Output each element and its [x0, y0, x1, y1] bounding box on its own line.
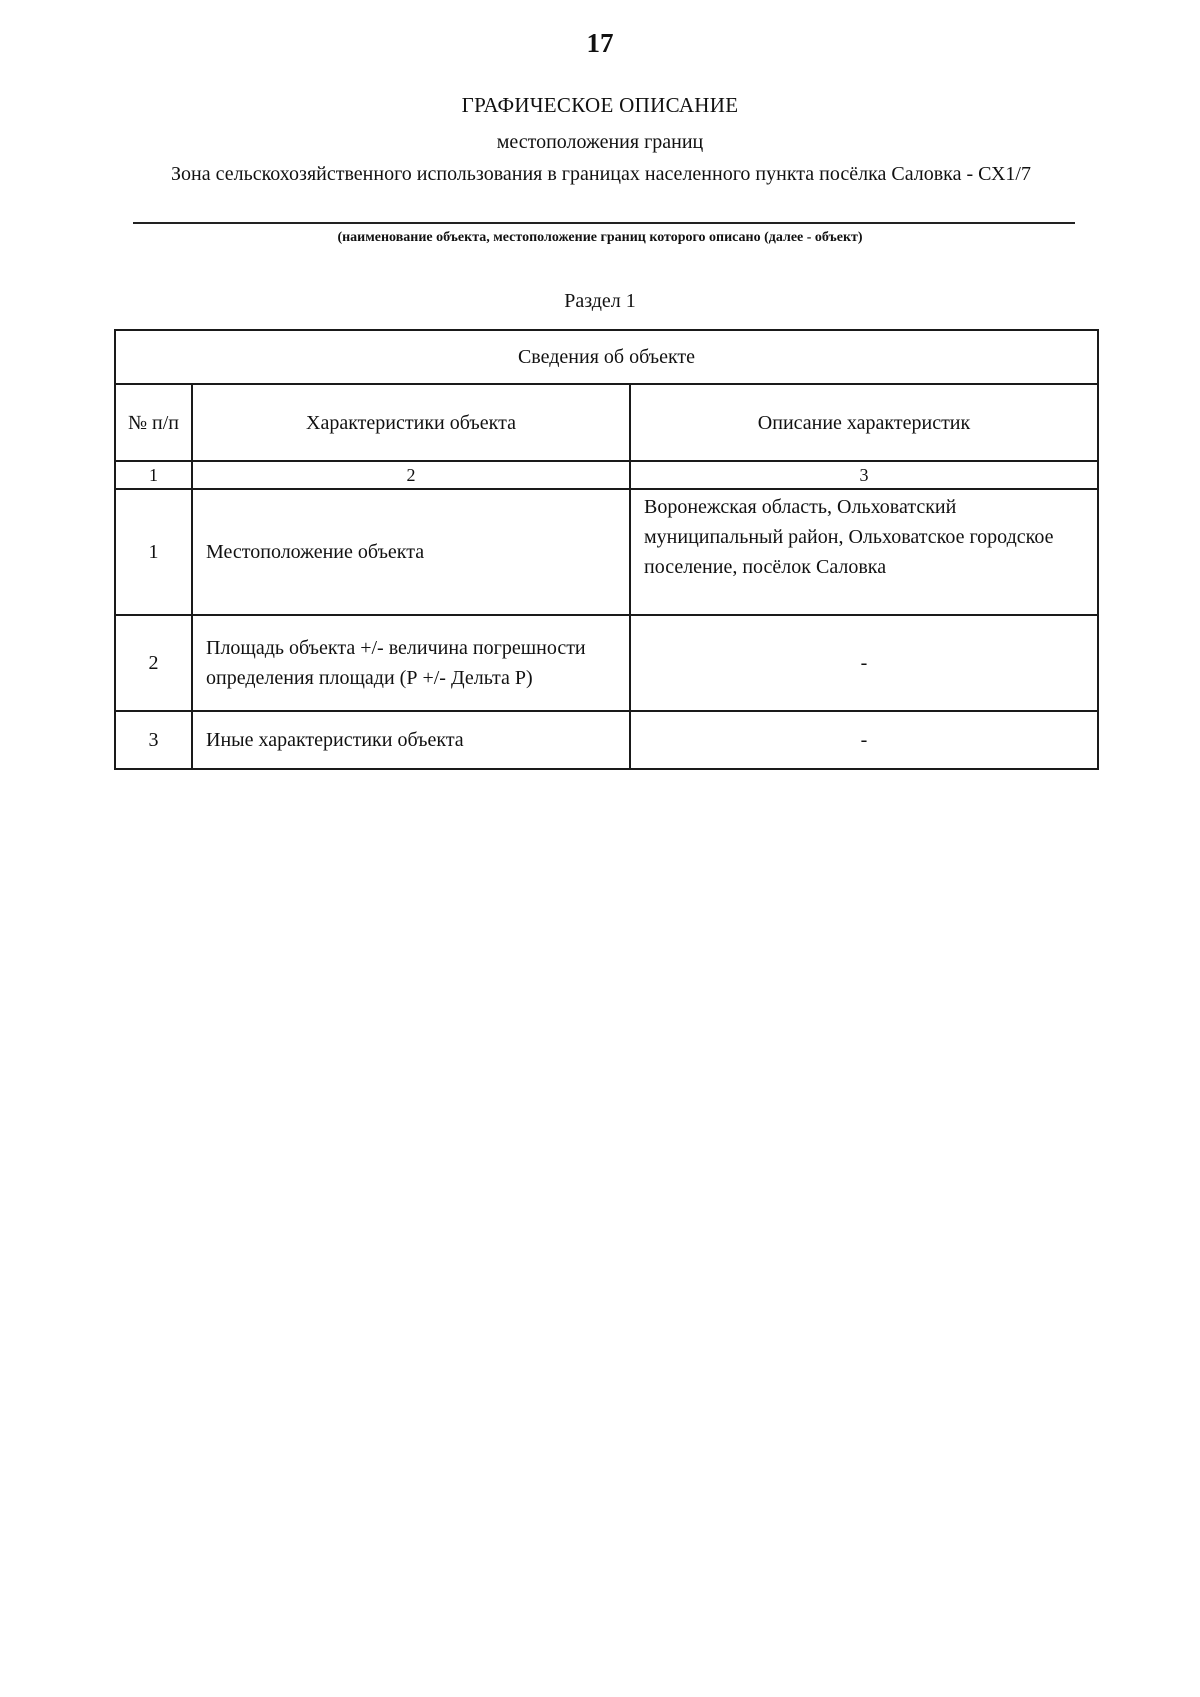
row-description: -	[630, 615, 1098, 711]
table-row	[115, 615, 1098, 711]
column-index-cell: 2	[192, 461, 630, 489]
row-number: 1	[115, 489, 192, 615]
row-number: 2	[115, 615, 192, 711]
header-characteristic: Характеристики объекта	[192, 384, 630, 461]
table-caption-row	[115, 330, 1098, 384]
table-caption: Сведения об объекте	[115, 330, 1098, 384]
section-label: Раздел 1	[564, 290, 636, 312]
document-title: ГРАФИЧЕСКОЕ ОПИСАНИЕ	[461, 93, 739, 117]
row-characteristic: Иные характеристики объекта	[192, 711, 630, 769]
row-description: -	[630, 711, 1098, 769]
column-index-cell: 1	[115, 461, 192, 489]
header-description: Описание характеристик	[630, 384, 1098, 461]
page-number: 17	[586, 28, 614, 58]
table-header-row	[115, 384, 1098, 461]
object-name-caption: (наименование объекта, местоположение границ которого описано (далее - объект)	[337, 230, 863, 245]
header-number: № п/п	[115, 384, 192, 461]
document-subtitle: местоположения границ	[496, 131, 704, 153]
column-index-row	[115, 461, 1098, 489]
row-characteristic: Местоположение объекта	[192, 489, 630, 615]
object-name: Зона сельскохозяйственного использования в границах населенного пункта посёлка Саловка - СХ1/7	[171, 163, 1031, 185]
table-row	[115, 711, 1098, 769]
object-info-table	[114, 329, 1099, 770]
table-row	[115, 489, 1098, 615]
row-number: 3	[115, 711, 192, 769]
row-description: Воронежская область, Ольховатский муниципальный район, Ольховатское городское поселение, посёлок Саловка	[630, 489, 1098, 615]
row-characteristic: Площадь объекта +/- величина погрешности определения площади (Р +/- Дельта Р)	[192, 615, 630, 711]
object-name-underline	[133, 222, 1075, 224]
column-index-cell: 3	[630, 461, 1098, 489]
